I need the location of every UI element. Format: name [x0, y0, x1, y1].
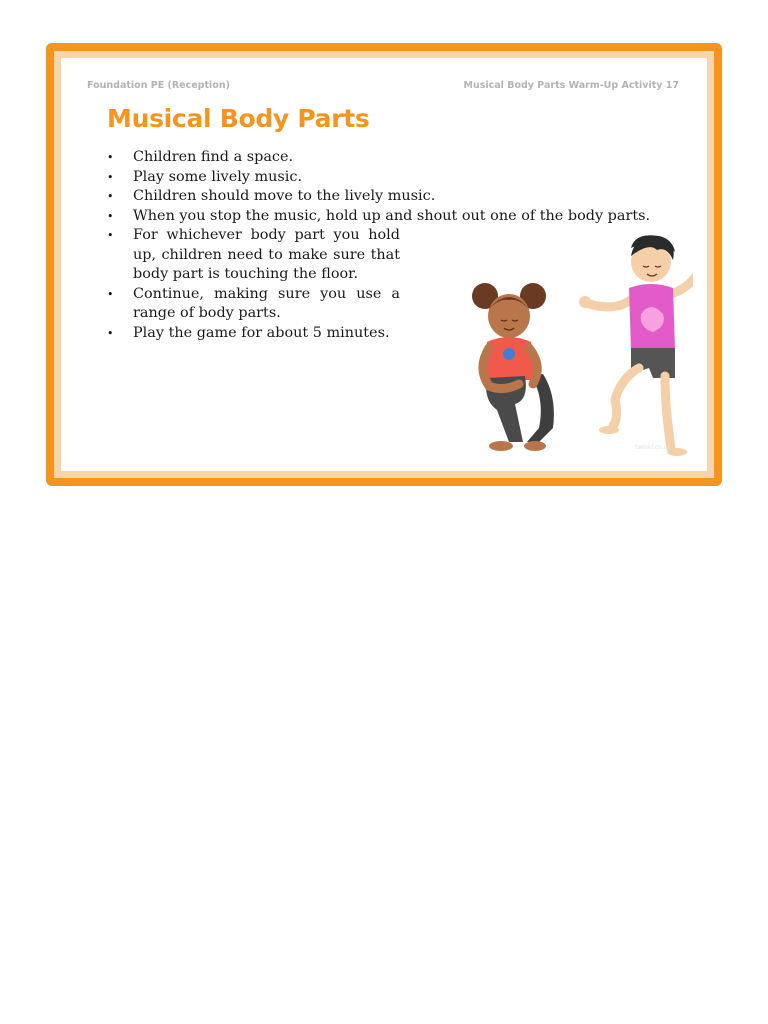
dancing-boy-figure [579, 235, 693, 456]
list-item: • When you stop the music, hold up and shout out one of the body parts. [103, 207, 650, 227]
activity-label: Musical Body Parts Warm-Up Activity 17 [463, 80, 679, 91]
list-item: • Continue, making sure you use a range of body parts. [103, 285, 400, 324]
list-item: • Children find a space. [103, 148, 650, 168]
list-item: • Play the game for about 5 minutes. [103, 324, 650, 344]
course-label: Foundation PE (Reception) [87, 80, 230, 91]
list-item: • For whichever body part you hold up, children need to make sure that body part is touching the floor. [103, 226, 400, 285]
card-content [61, 58, 707, 471]
activity-card [46, 43, 722, 486]
page-title: Musical Body Parts [107, 104, 370, 133]
twinkl-watermark: twinkl.co.uk [635, 444, 671, 451]
list-item: • Children should move to the lively music. [103, 187, 650, 207]
children-illustration [453, 228, 693, 468]
sitting-girl-figure [472, 283, 554, 451]
list-item: • Play some lively music. [103, 168, 650, 188]
